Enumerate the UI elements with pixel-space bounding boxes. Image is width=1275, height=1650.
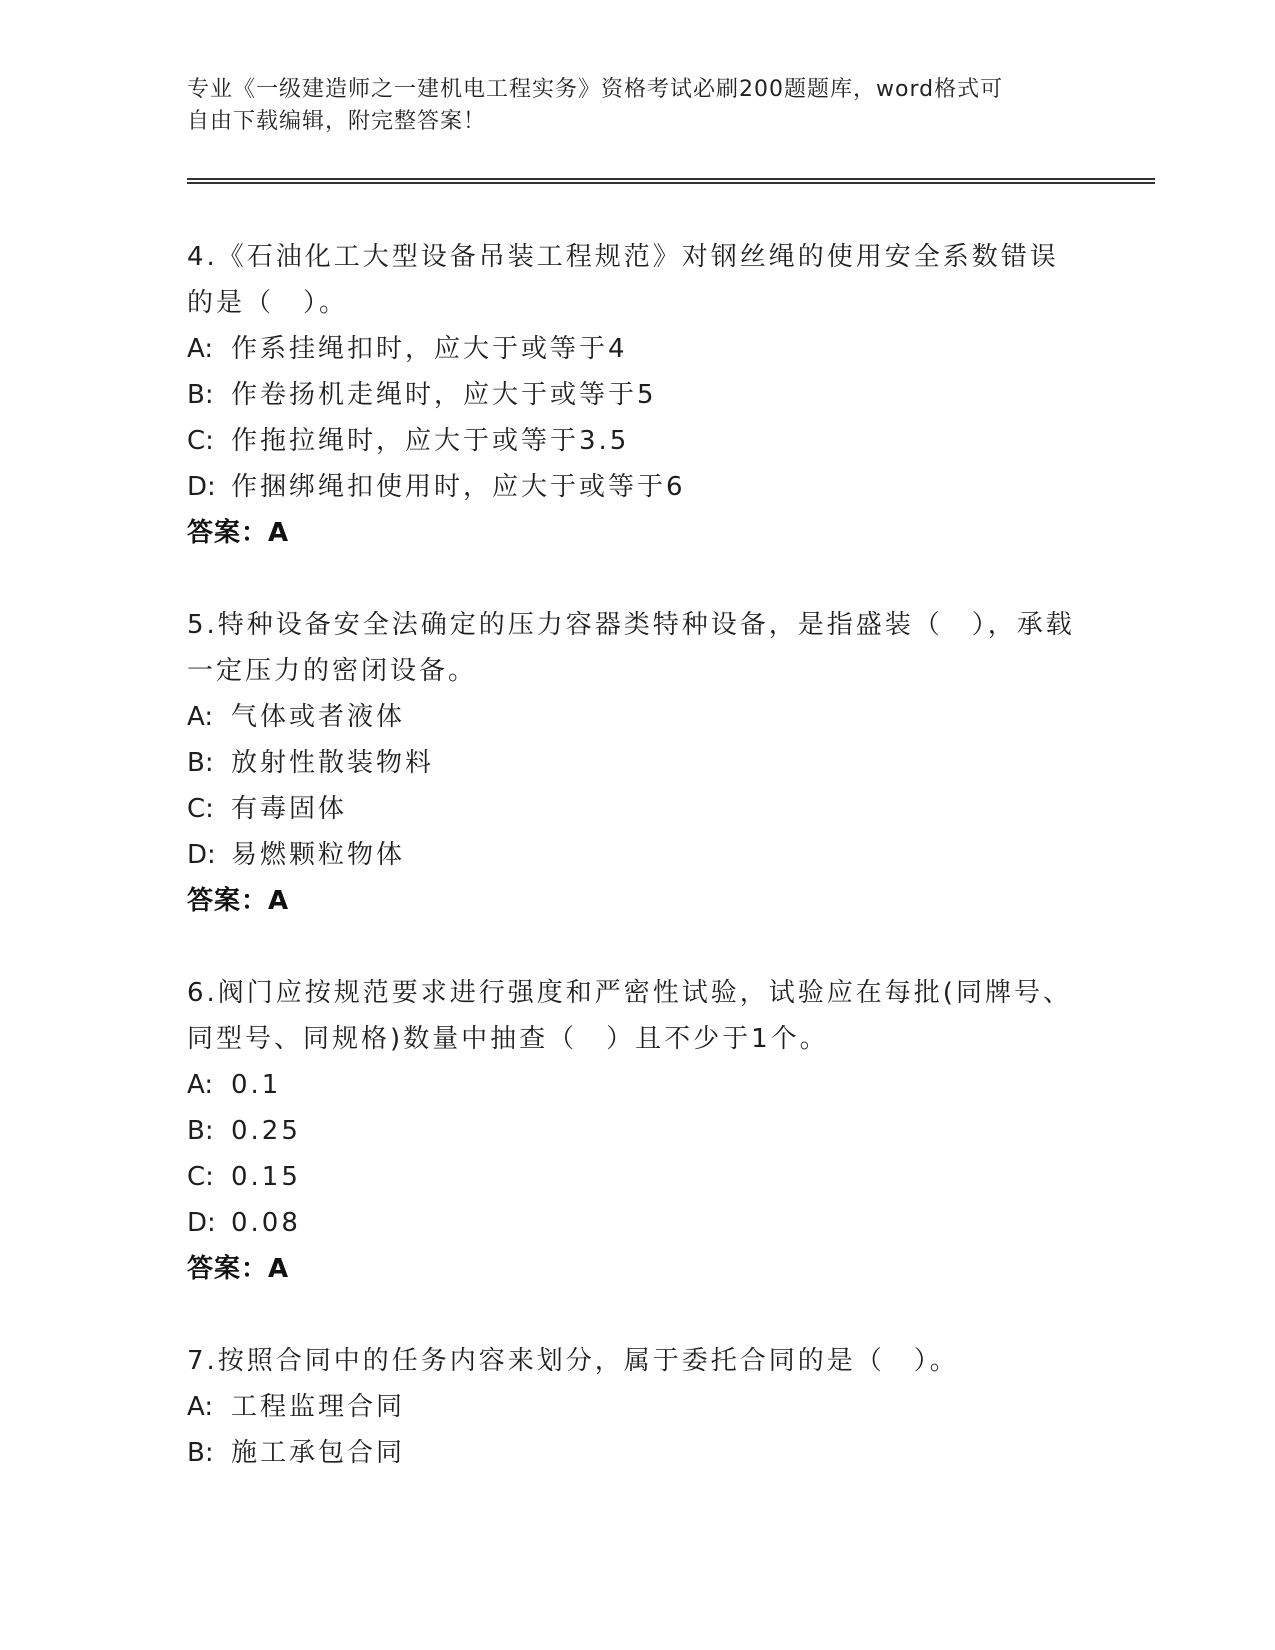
question-item [187, 602, 1087, 924]
option-key: B: [187, 1116, 214, 1146]
option-text: 0.08 [231, 1208, 301, 1238]
option-key: A: [187, 702, 214, 732]
option-b [187, 1108, 1087, 1154]
option-key: D: [187, 840, 216, 870]
header-line-2: 自由下载编辑，附完整答案！ [187, 109, 487, 134]
answer-line [187, 1246, 1087, 1292]
option-a [187, 1384, 1087, 1430]
option-a [187, 694, 1087, 740]
option-b [187, 740, 1087, 786]
question-item [187, 234, 1087, 556]
header-divider [187, 178, 1155, 184]
option-text: 0.25 [231, 1116, 301, 1146]
question-item [187, 970, 1087, 1292]
answer-line [187, 878, 1087, 924]
option-key: D: [187, 472, 216, 502]
option-text: 作捆绑绳扣使用时，应大于或等于6 [231, 472, 686, 502]
option-d [187, 464, 1087, 510]
option-a [187, 1062, 1087, 1108]
option-key: B: [187, 380, 214, 410]
option-b [187, 372, 1087, 418]
option-a [187, 326, 1087, 372]
option-b [187, 1430, 1087, 1476]
answer-value: A [268, 886, 290, 916]
option-c [187, 418, 1087, 464]
option-text: 施工承包合同 [231, 1438, 406, 1468]
question-stem: 7.按照合同中的任务内容来划分，属于委托合同的是（ ）。 [187, 1346, 959, 1376]
header-line-1: 专业《一级建造师之一建机电工程实务》资格考试必刷200题题库，word格式可 [187, 77, 1004, 102]
answer-label: 答案： [187, 886, 269, 916]
question-stem: 4.《石油化工大型设备吊装工程规范》对钢丝绳的使用安全系数错误的是（ ）。 [187, 242, 1059, 318]
option-text: 作系挂绳扣时，应大于或等于4 [231, 334, 628, 364]
answer-label: 答案： [187, 1254, 269, 1284]
answer-value: A [268, 518, 290, 548]
option-c [187, 1154, 1087, 1200]
document-header [187, 74, 1067, 138]
answer-line [187, 510, 1087, 556]
option-c [187, 786, 1087, 832]
question-stem: 5.特种设备安全法确定的压力容器类特种设备，是指盛装（ ），承载一定压力的密闭设备。 [187, 610, 1075, 686]
answer-value: A [268, 1254, 290, 1284]
question-list [187, 234, 1087, 1522]
option-key: A: [187, 334, 214, 364]
option-key: B: [187, 1438, 214, 1468]
option-text: 放射性散装物料 [231, 748, 435, 778]
option-key: A: [187, 1070, 214, 1100]
question-item [187, 1338, 1087, 1476]
option-d [187, 832, 1087, 878]
option-key: A: [187, 1392, 214, 1422]
option-key: C: [187, 794, 214, 824]
option-key: C: [187, 426, 214, 456]
option-text: 工程监理合同 [231, 1392, 406, 1422]
option-text: 0.1 [231, 1070, 282, 1100]
option-text: 作拖拉绳时，应大于或等于3.5 [231, 426, 630, 456]
option-text: 0.15 [231, 1162, 301, 1192]
option-key: C: [187, 1162, 214, 1192]
option-key: B: [187, 748, 214, 778]
question-stem: 6.阀门应按规范要求进行强度和严密性试验，试验应在每批(同牌号、同型号、同规格)数量中抽查（ ）且不少于1个。 [187, 978, 1072, 1054]
option-d [187, 1200, 1087, 1246]
option-key: D: [187, 1208, 216, 1238]
answer-label: 答案： [187, 518, 269, 548]
option-text: 作卷扬机走绳时，应大于或等于5 [231, 380, 657, 410]
option-text: 易燃颗粒物体 [231, 840, 406, 870]
option-text: 有毒固体 [231, 794, 348, 824]
option-text: 气体或者液体 [231, 702, 406, 732]
